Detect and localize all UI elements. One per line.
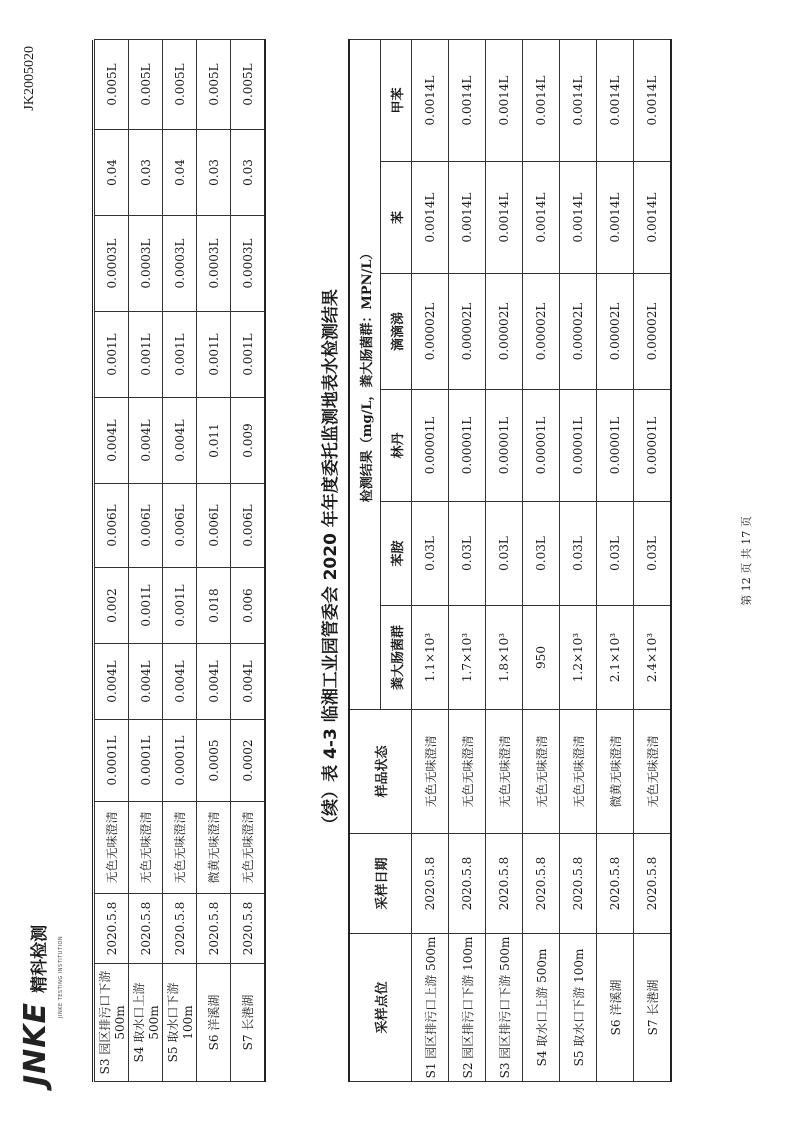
table-cell: 0.0014L	[449, 39, 486, 161]
header-result-group: 检测结果（mg/L，粪大肠菌群：MPN/L）	[349, 39, 381, 709]
table-cell: 0.0003L	[95, 216, 129, 312]
logo-wordmark: JNKE	[18, 1001, 53, 1086]
table-cell: 0.0003L	[231, 216, 266, 312]
table-cell: 无色无味澄清	[449, 710, 486, 834]
table-cell: 0.005L	[95, 40, 129, 130]
surface-water-results-table	[348, 39, 672, 1082]
table-cell: 0.03L	[560, 502, 597, 606]
table-cell: 0.00002L	[634, 274, 672, 390]
table-cell: 0.00002L	[486, 274, 523, 390]
table-cell: 1.1×10³	[412, 606, 449, 710]
table-cell: 0.004L	[95, 398, 129, 484]
table-cell: 0.006L	[197, 484, 231, 568]
table-cell: 0.00002L	[449, 274, 486, 390]
table-cell: 无色无味澄清	[412, 710, 449, 834]
header-analyte: 滴滴涕	[381, 274, 412, 390]
table-cell: 2020.5.8	[634, 834, 672, 934]
table-cell: 无色无味澄清	[95, 802, 129, 894]
table-cell: 0.0014L	[486, 162, 523, 274]
header-analyte: 甲苯	[381, 39, 412, 161]
table-cell: 0.004L	[95, 644, 129, 720]
table-cell: S4 取水口上游 500m	[523, 934, 560, 1082]
table-cell: S1 园区排污口上游 500m	[412, 934, 449, 1082]
table-cell: 2020.5.8	[486, 834, 523, 934]
table-cell: 0.00001L	[597, 390, 634, 502]
table-cell: 2020.5.8	[129, 894, 163, 964]
table-cell: 0.0001L	[163, 720, 197, 802]
header-rule	[92, 40, 93, 1082]
table-cell: 0.0003L	[129, 216, 163, 312]
table-cell: 2020.5.8	[197, 894, 231, 964]
table-cell: 0.001L	[163, 568, 197, 644]
table-cell: S4 取水口上游 500m	[129, 964, 163, 1082]
table-cell: 0.0014L	[560, 162, 597, 274]
page-footer: 第 12 页 共 17 页	[740, 516, 753, 606]
table-cell: 0.00001L	[449, 390, 486, 502]
table-cell: 0.0014L	[560, 39, 597, 161]
table-cell: 0.001L	[231, 312, 266, 398]
table-cell: S7 长港湖	[231, 964, 266, 1082]
table-cell: 0.001L	[197, 312, 231, 398]
table-cell: 0.03L	[412, 502, 449, 606]
table-cell: 2020.5.8	[412, 834, 449, 934]
table-cell: 2020.5.8	[597, 834, 634, 934]
table-cell: 0.001L	[95, 312, 129, 398]
table-cell: 无色无味澄清	[523, 710, 560, 834]
table-cell: 0.0001L	[129, 720, 163, 802]
table-cell: 0.006L	[129, 484, 163, 568]
table-row	[231, 40, 266, 1082]
table-cell: S6 洋溪湖	[197, 964, 231, 1082]
table-cell: 2020.5.8	[560, 834, 597, 934]
table-cell: 无色无味澄清	[560, 710, 597, 834]
table-row	[197, 40, 231, 1082]
table-cell: 0.009	[231, 398, 266, 484]
table-cell: 0.002	[95, 568, 129, 644]
table-cell: S3 园区排污口下游 500m	[486, 934, 523, 1082]
header-analyte: 苯	[381, 162, 412, 274]
table-cell: 0.0003L	[197, 216, 231, 312]
table-cell: 0.00001L	[560, 390, 597, 502]
table-cell: S7 长港湖	[634, 934, 672, 1082]
table-cell: 0.00002L	[560, 274, 597, 390]
table-cell: 0.0014L	[597, 39, 634, 161]
table-cell: 1.8×10³	[486, 606, 523, 710]
table-cell: 无色无味澄清	[163, 802, 197, 894]
table-row	[523, 39, 560, 1081]
table-cell: 0.0014L	[523, 162, 560, 274]
continued-results-table	[94, 39, 266, 1082]
table-row	[129, 40, 163, 1082]
table-cell: 0.03L	[486, 502, 523, 606]
table-cell: 无色无味澄清	[634, 710, 672, 834]
table-cell: 0.0002	[231, 720, 266, 802]
table-cell: 0.004L	[129, 644, 163, 720]
table-cell: S3 园区排污口下游 500m	[95, 964, 129, 1082]
table-cell: 0.004L	[197, 644, 231, 720]
table-cell: 1.7×10³	[449, 606, 486, 710]
table-cell: 0.001L	[163, 312, 197, 398]
table-cell: 0.006L	[95, 484, 129, 568]
table-row	[560, 39, 597, 1081]
table-cell: 0.004L	[163, 398, 197, 484]
table-cell: 无色无味澄清	[486, 710, 523, 834]
table-cell: 0.001L	[129, 312, 163, 398]
table-cell: 0.00001L	[523, 390, 560, 502]
logo-chinese-name: 精科检测	[30, 924, 50, 993]
table-row	[95, 40, 129, 1082]
table-cell: S2 园区排污口下游 100m	[449, 934, 486, 1082]
table-cell: 2020.5.8	[95, 894, 129, 964]
table-cell: 0.00001L	[634, 390, 672, 502]
table-cell: 0.0014L	[634, 39, 672, 161]
table-cell: 0.0001L	[95, 720, 129, 802]
table-row	[163, 40, 197, 1082]
table-cell: 2020.5.8	[231, 894, 266, 964]
table-cell: 2020.5.8	[523, 834, 560, 934]
table-cell: 0.03L	[597, 502, 634, 606]
table-cell: 0.0014L	[523, 39, 560, 161]
table-row	[412, 39, 449, 1081]
table-cell: 2020.5.8	[449, 834, 486, 934]
header-analyte: 粪大肠菌群	[381, 606, 412, 710]
header-date: 采样日期	[349, 834, 412, 934]
table-cell: S5 取水口下游 100m	[560, 934, 597, 1082]
table-cell: 1.2×10³	[560, 606, 597, 710]
table-cell: 0.04	[163, 130, 197, 216]
table-cell: 无色无味澄清	[129, 802, 163, 894]
table-row	[597, 39, 634, 1081]
table-cell: 0.0014L	[634, 162, 672, 274]
table-cell: S5 取水口下游 100m	[163, 964, 197, 1082]
company-logo	[18, 924, 64, 1086]
table-cell: 0.00001L	[412, 390, 449, 502]
table-cell: 0.0003L	[163, 216, 197, 312]
table-cell: 无色无味澄清	[231, 802, 266, 894]
table-cell: 0.006	[231, 568, 266, 644]
table-cell: 0.001L	[129, 568, 163, 644]
table-cell: 0.006L	[231, 484, 266, 568]
table-cell: 0.006L	[163, 484, 197, 568]
table-cell: 0.005L	[129, 40, 163, 130]
table-cell: 0.011	[197, 398, 231, 484]
table-cell: 0.00002L	[412, 274, 449, 390]
table-cell: 950	[523, 606, 560, 710]
table-cell: 0.03	[129, 130, 163, 216]
table-row	[486, 39, 523, 1081]
table-cell: 0.03L	[634, 502, 672, 606]
table-cell: 0.00001L	[486, 390, 523, 502]
logo-subtitle: JINKE TESTING INSTITUTION	[58, 935, 64, 1018]
table-cell: 2020.5.8	[163, 894, 197, 964]
table-cell: 0.005L	[231, 40, 266, 130]
table-cell: 微黄无味澄清	[197, 802, 231, 894]
table-cell: 0.018	[197, 568, 231, 644]
table-cell: 0.0014L	[597, 162, 634, 274]
table-cell: 0.0014L	[412, 39, 449, 161]
table-cell: 2.1×10³	[597, 606, 634, 710]
table-cell: 0.00002L	[597, 274, 634, 390]
table-cell: 0.03L	[523, 502, 560, 606]
table-cell: 0.0014L	[449, 162, 486, 274]
header-analyte: 苯胺	[381, 502, 412, 606]
table-cell: 0.005L	[197, 40, 231, 130]
table-cell: 0.03L	[449, 502, 486, 606]
header-analyte: 林丹	[381, 390, 412, 502]
table-title: （续）表 4-3 临湘工业园管委会 2020 年年度委托监测地表水检测结果	[321, 289, 341, 833]
table-row	[634, 39, 672, 1081]
table-cell: 0.04	[95, 130, 129, 216]
table-cell: 0.005L	[163, 40, 197, 130]
table-cell: 0.0014L	[486, 39, 523, 161]
table-cell: 0.00002L	[523, 274, 560, 390]
table-row	[449, 39, 486, 1081]
table-cell: 0.03	[197, 130, 231, 216]
table-cell: 0.004L	[163, 644, 197, 720]
table-cell: 0.0014L	[412, 162, 449, 274]
table-cell: S6 洋溪湖	[597, 934, 634, 1082]
table-cell: 0.03	[231, 130, 266, 216]
header-state: 样品状态	[349, 710, 412, 834]
table-cell: 0.0005	[197, 720, 231, 802]
table-cell: 0.004L	[129, 398, 163, 484]
header-site: 采样点位	[349, 934, 412, 1082]
document-number: JK2005020	[22, 46, 37, 111]
table-cell: 0.004L	[231, 644, 266, 720]
table-cell: 微黄无味澄清	[597, 710, 634, 834]
table-cell: 2.4×10³	[634, 606, 672, 710]
